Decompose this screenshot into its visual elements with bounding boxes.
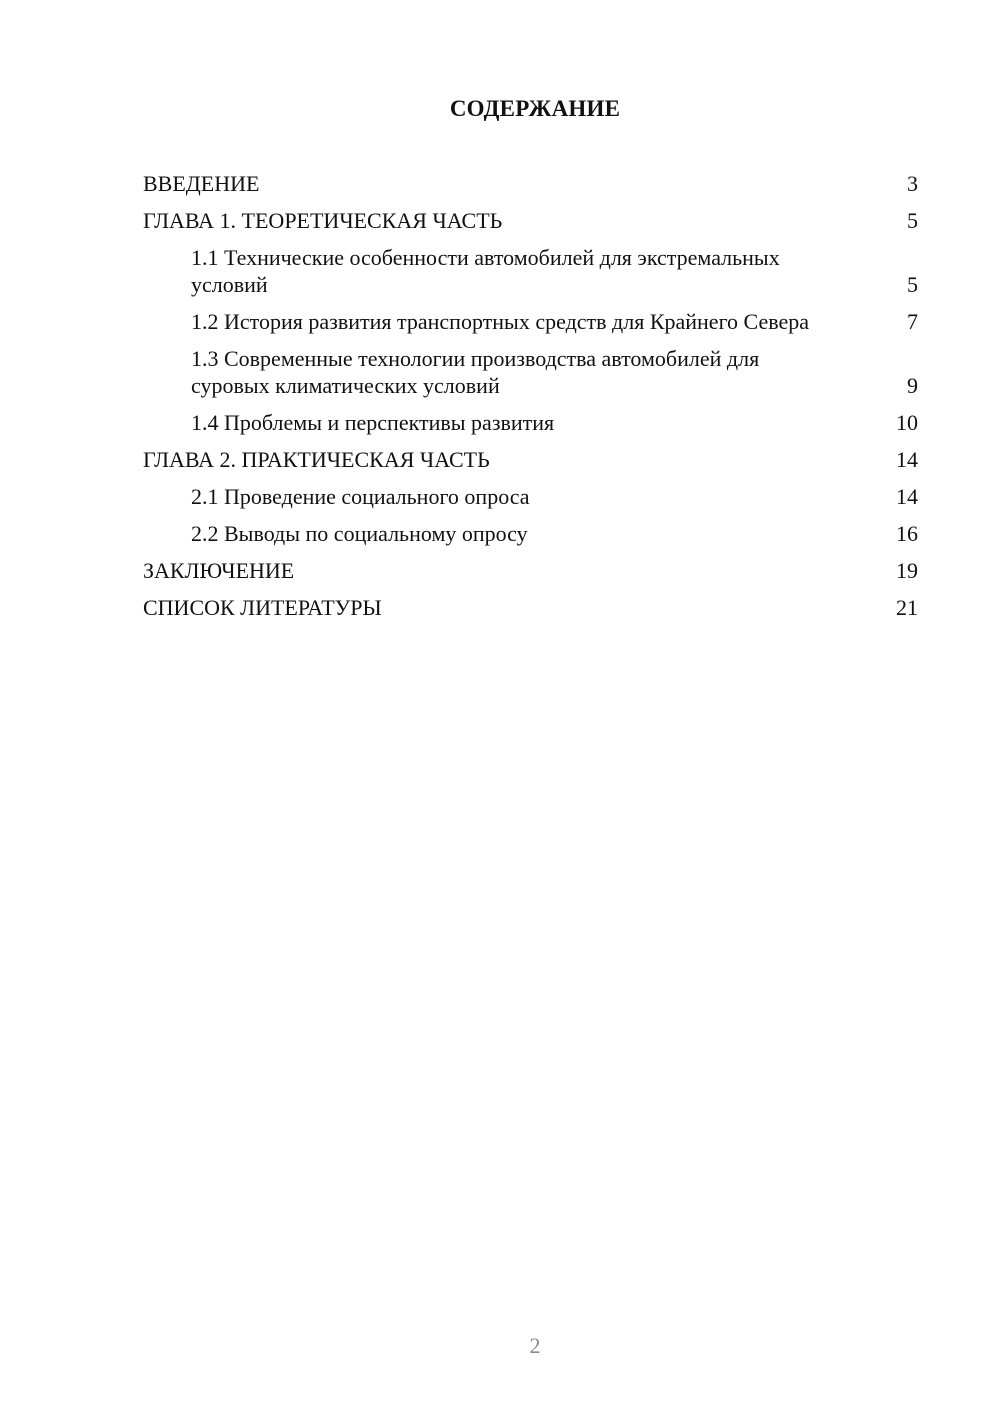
toc-entry-chapter-1 — [143, 207, 918, 234]
toc-entry-text: 1.1 Технические особенности автомобилей для экстремальных условий — [191, 245, 780, 297]
toc-entry-text: 2.1 Проведение социального опроса — [191, 484, 530, 509]
toc-entry-page: 3 — [907, 171, 918, 196]
toc-entry-page: 16 — [896, 521, 918, 546]
page-number: 2 — [529, 1333, 541, 1358]
toc-entry-text: 1.2 История развития транспортных средств для Крайнего Севера — [191, 309, 810, 334]
toc-entry-section-1-3 — [143, 345, 918, 399]
toc-entry-text: ГЛАВА 2. ПРАКТИЧЕСКАЯ ЧАСТЬ — [143, 447, 490, 472]
toc-entry-text: ВВЕДЕНИЕ — [143, 171, 260, 196]
toc-entry-section-1-4 — [143, 409, 918, 436]
toc-entry-section-1-1 — [143, 244, 918, 298]
toc-entry-text: 1.3 Современные технологии производства автомобилей для суровых климатических условий — [191, 346, 760, 398]
toc-entry-references — [143, 594, 918, 621]
toc-entry-page: 14 — [896, 447, 918, 472]
toc-entry-section-2-1 — [143, 483, 918, 510]
toc-entry-page: 19 — [896, 558, 918, 583]
toc-entry-text: ГЛАВА 1. ТЕОРЕТИЧЕСКАЯ ЧАСТЬ — [143, 208, 503, 233]
table-of-contents — [143, 170, 918, 631]
toc-entry-section-1-2 — [143, 308, 918, 335]
toc-entry-chapter-2 — [143, 446, 918, 473]
toc-entry-conclusion — [143, 557, 918, 584]
toc-entry-section-2-2 — [143, 520, 918, 547]
toc-entry-page: 9 — [907, 373, 918, 398]
toc-entry-text: ЗАКЛЮЧЕНИЕ — [143, 558, 295, 583]
toc-entry-introduction — [143, 170, 918, 197]
toc-entry-text: СПИСОК ЛИТЕРАТУРЫ — [143, 595, 382, 620]
toc-entry-page: 5 — [907, 272, 918, 297]
toc-entry-text: 1.4 Проблемы и перспективы развития — [191, 410, 555, 435]
page-title: СОДЕРЖАНИЕ — [449, 96, 621, 121]
toc-entry-text: 2.2 Выводы по социальному опросу — [191, 521, 528, 546]
toc-entry-page: 5 — [907, 208, 918, 233]
toc-entry-page: 21 — [896, 595, 918, 620]
toc-entry-page: 10 — [896, 410, 918, 435]
toc-entry-page: 7 — [907, 309, 918, 334]
toc-entry-page: 14 — [896, 484, 918, 509]
